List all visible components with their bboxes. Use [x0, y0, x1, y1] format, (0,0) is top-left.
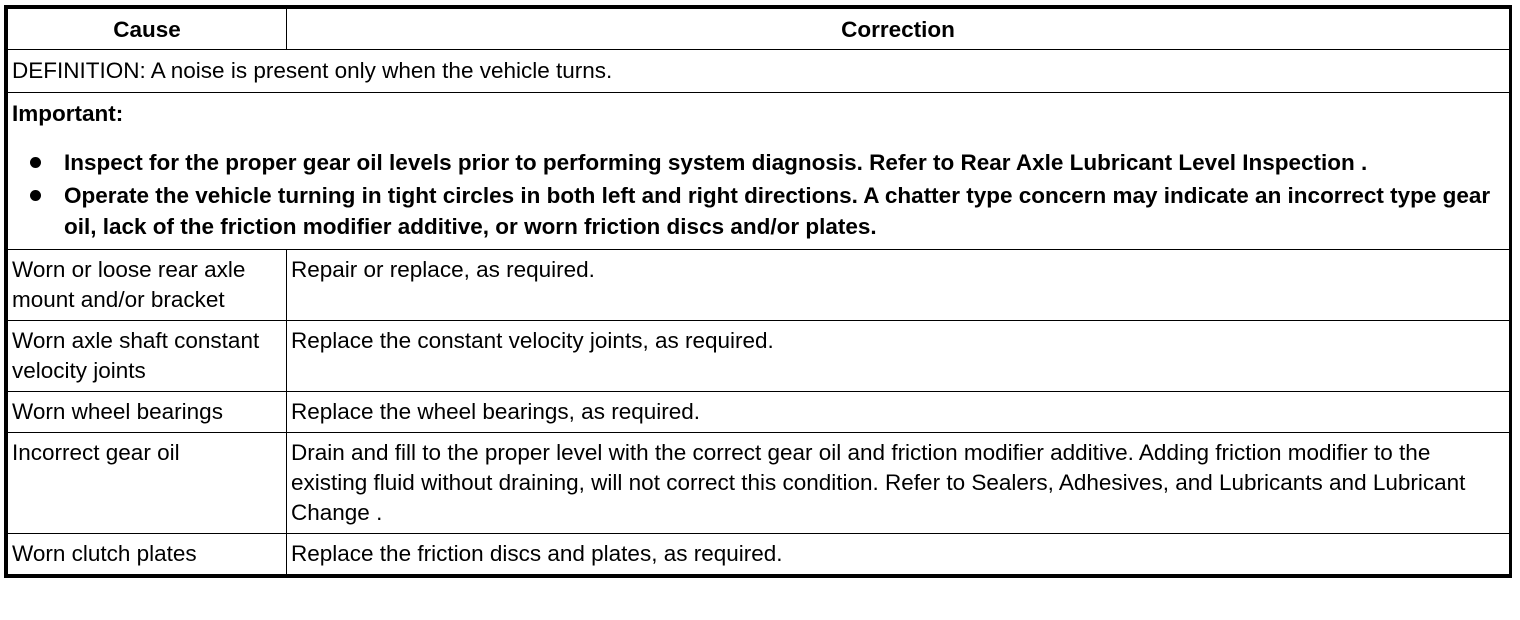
header-cause: Cause: [8, 9, 287, 50]
definition-row: [8, 50, 1510, 93]
correction-cell: Drain and fill to the proper level with the correct gear oil and friction modifier additive. Adding friction modifier to the existing fluid without draining, will not correct this condition. Refer to Sealers, Adhesives, and Lubricants and Lubricant Change .: [287, 433, 1510, 534]
important-cell: [8, 93, 1510, 250]
table-row: [8, 433, 1510, 534]
important-note: [12, 180, 1505, 242]
correction-cell: Replace the wheel bearings, as required.: [287, 392, 1510, 433]
bullet-icon: [30, 157, 41, 168]
correction-cell: Replace the constant velocity joints, as required.: [287, 321, 1510, 392]
table-row: [8, 534, 1510, 575]
cause-cell: Worn clutch plates: [8, 534, 287, 575]
cause-cell: Incorrect gear oil: [8, 433, 287, 534]
important-note: [12, 147, 1505, 178]
definition-text: DEFINITION: A noise is present only when the vehicle turns.: [8, 50, 1510, 93]
diagnostic-table-frame: [4, 5, 1512, 578]
important-row: [8, 93, 1510, 250]
header-correction: Correction: [287, 9, 1510, 50]
important-notes: [12, 147, 1505, 242]
cause-cell: Worn axle shaft constant velocity joints: [8, 321, 287, 392]
table-row: [8, 392, 1510, 433]
correction-cell: Replace the friction discs and plates, as required.: [287, 534, 1510, 575]
important-title: Important:: [12, 101, 124, 126]
table-row: [8, 250, 1510, 321]
cause-cell: Worn or loose rear axle mount and/or bracket: [8, 250, 287, 321]
important-note-text: Inspect for the proper gear oil levels prior to performing system diagnosis. Refer to Rear Axle Lubricant Level Inspection .: [64, 150, 1368, 175]
bullet-icon: [30, 190, 41, 201]
important-note-text: Operate the vehicle turning in tight circles in both left and right directions. A chatter type concern may indicate an incorrect type gear oil, lack of the friction modifier additive, or worn friction discs and/or plates.: [64, 183, 1491, 239]
correction-cell: Repair or replace, as required.: [287, 250, 1510, 321]
cause-cell: Worn wheel bearings: [8, 392, 287, 433]
table-row: [8, 321, 1510, 392]
header-row: [8, 9, 1510, 50]
diagnostic-table: [7, 8, 1510, 575]
